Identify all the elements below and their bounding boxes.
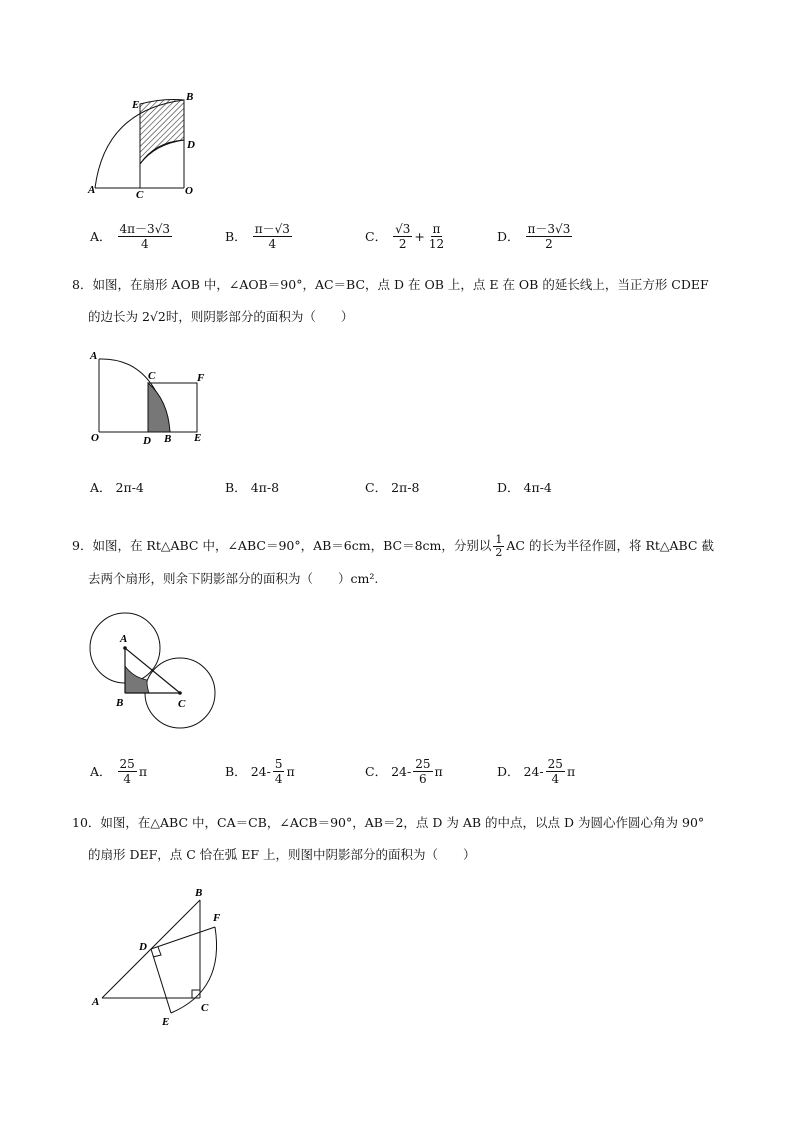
q9-figure <box>85 608 225 738</box>
q10-label-D: D <box>139 941 147 953</box>
q8-options <box>90 470 730 504</box>
q9-label-B: B <box>116 697 124 709</box>
q8-stem-line1 <box>72 275 709 295</box>
q10-df-line <box>151 927 215 949</box>
q7-option-d[interactable]: D． $\frac{\pi-3√3}{2}$ <box>497 221 571 251</box>
q9-number: 9． <box>72 538 93 553</box>
q10-label-A: A <box>92 996 100 1008</box>
q10-de-line <box>151 949 171 1013</box>
q7-label-O: O <box>185 185 193 197</box>
q7-label-C: C <box>136 189 144 200</box>
q10-stem-line2 <box>88 845 476 865</box>
q9-option-c[interactable]: C． 24- $\frac{25}{6}$ π <box>365 756 443 786</box>
q8-option-c[interactable]: C． 2π-8 <box>365 479 420 495</box>
q8-text-line2: 的边长为 2√2时，则阴影部分的面积为（ ） <box>88 309 354 324</box>
q7-label-B: B <box>186 91 194 103</box>
q9-option-d[interactable]: D． 24- $\frac{25}{4}$ π <box>497 756 576 786</box>
q10-text-line2: 的扇形 DEF，点 C 恰在弧 EF 上，则图中阴影部分的面积为（ ） <box>88 847 476 862</box>
q7-figure <box>85 88 205 200</box>
q7-label-A: A <box>88 184 96 196</box>
q8-option-d[interactable]: D． 4π-4 <box>497 479 552 495</box>
q8-label-C: C <box>148 370 156 382</box>
q7-options <box>90 219 730 253</box>
q7-label-D: D <box>187 139 195 151</box>
q9-option-b[interactable]: B． 24- $\frac{5}{4}$ π <box>225 756 295 786</box>
q8-label-O: O <box>91 432 99 444</box>
q9-stem-line1 <box>72 534 714 559</box>
q9-options <box>90 754 730 788</box>
q7-option-c[interactable]: C． $\frac{√3}{2}$ + $\frac{\pi}{12}$ <box>365 221 445 251</box>
q8-label-A: A <box>90 350 98 362</box>
q9-stem-line2 <box>88 569 378 589</box>
q9-point-a <box>123 646 127 650</box>
q9-text-line2: 去两个扇形，则余下阴影部分的面积为（ ）cm². <box>88 571 379 586</box>
q7-label-E: E <box>132 99 140 111</box>
q10-label-C: C <box>201 1002 209 1014</box>
q8-label-E: E <box>194 432 202 444</box>
q8-label-F: F <box>197 372 205 384</box>
q10-figure <box>85 880 245 1030</box>
q10-stem-line1 <box>72 813 704 833</box>
q7-shaded-region <box>140 100 184 165</box>
q8-label-D: D <box>143 435 151 447</box>
q10-number: 10． <box>72 815 101 830</box>
q8-text-line1: 如图，在扇形 AOB 中，∠AOB＝90°，AC＝BC，点 D 在 OB 上，点 E 在 OB 的延长线上，当正方形 CDEF <box>92 277 709 292</box>
q7-option-b[interactable]: B． $\frac{\pi-√3}{4}$ <box>225 221 290 251</box>
q9-text-line1a: 如图，在 Rt△ABC 中，∠ABC＝90°，AB＝6cm，BC＝8cm，分别以 <box>92 538 492 553</box>
q8-stem-line2 <box>88 307 353 327</box>
q8-number: 8． <box>72 277 93 292</box>
q7-option-a[interactable]: A． $\frac{4\pi-3√3}{4}$ <box>90 221 170 251</box>
q10-text-line1: 如图，在△ABC 中，CA＝CB，∠ACB＝90°，AB＝2，点 D 为 AB 的中点，以点 D 为圆心作圆心角为 90° <box>100 815 705 830</box>
q9-point-c <box>178 691 182 695</box>
q9-text-line1b: AC 的长为半径作圆，将 Rt△ABC 截 <box>506 538 714 553</box>
q8-shaded-region <box>148 383 170 432</box>
q9-option-a[interactable]: A． $\frac{25}{4}$ π <box>90 756 148 786</box>
q10-right-angle-d <box>153 947 161 957</box>
q9-label-A: A <box>120 633 128 645</box>
q9-label-C: C <box>178 698 186 710</box>
q10-label-F: F <box>213 912 221 924</box>
q10-label-B: B <box>195 887 203 899</box>
q9-shaded-region <box>125 666 149 693</box>
q10-label-E: E <box>162 1016 170 1028</box>
q8-label-B: B <box>164 433 172 445</box>
q8-figure <box>85 345 215 450</box>
q8-option-b[interactable]: B． 4π-8 <box>225 479 280 495</box>
q8-option-a[interactable]: A． 2π-4 <box>90 479 144 495</box>
q9-half-fraction: $\frac{1}{2}$ <box>495 533 503 559</box>
